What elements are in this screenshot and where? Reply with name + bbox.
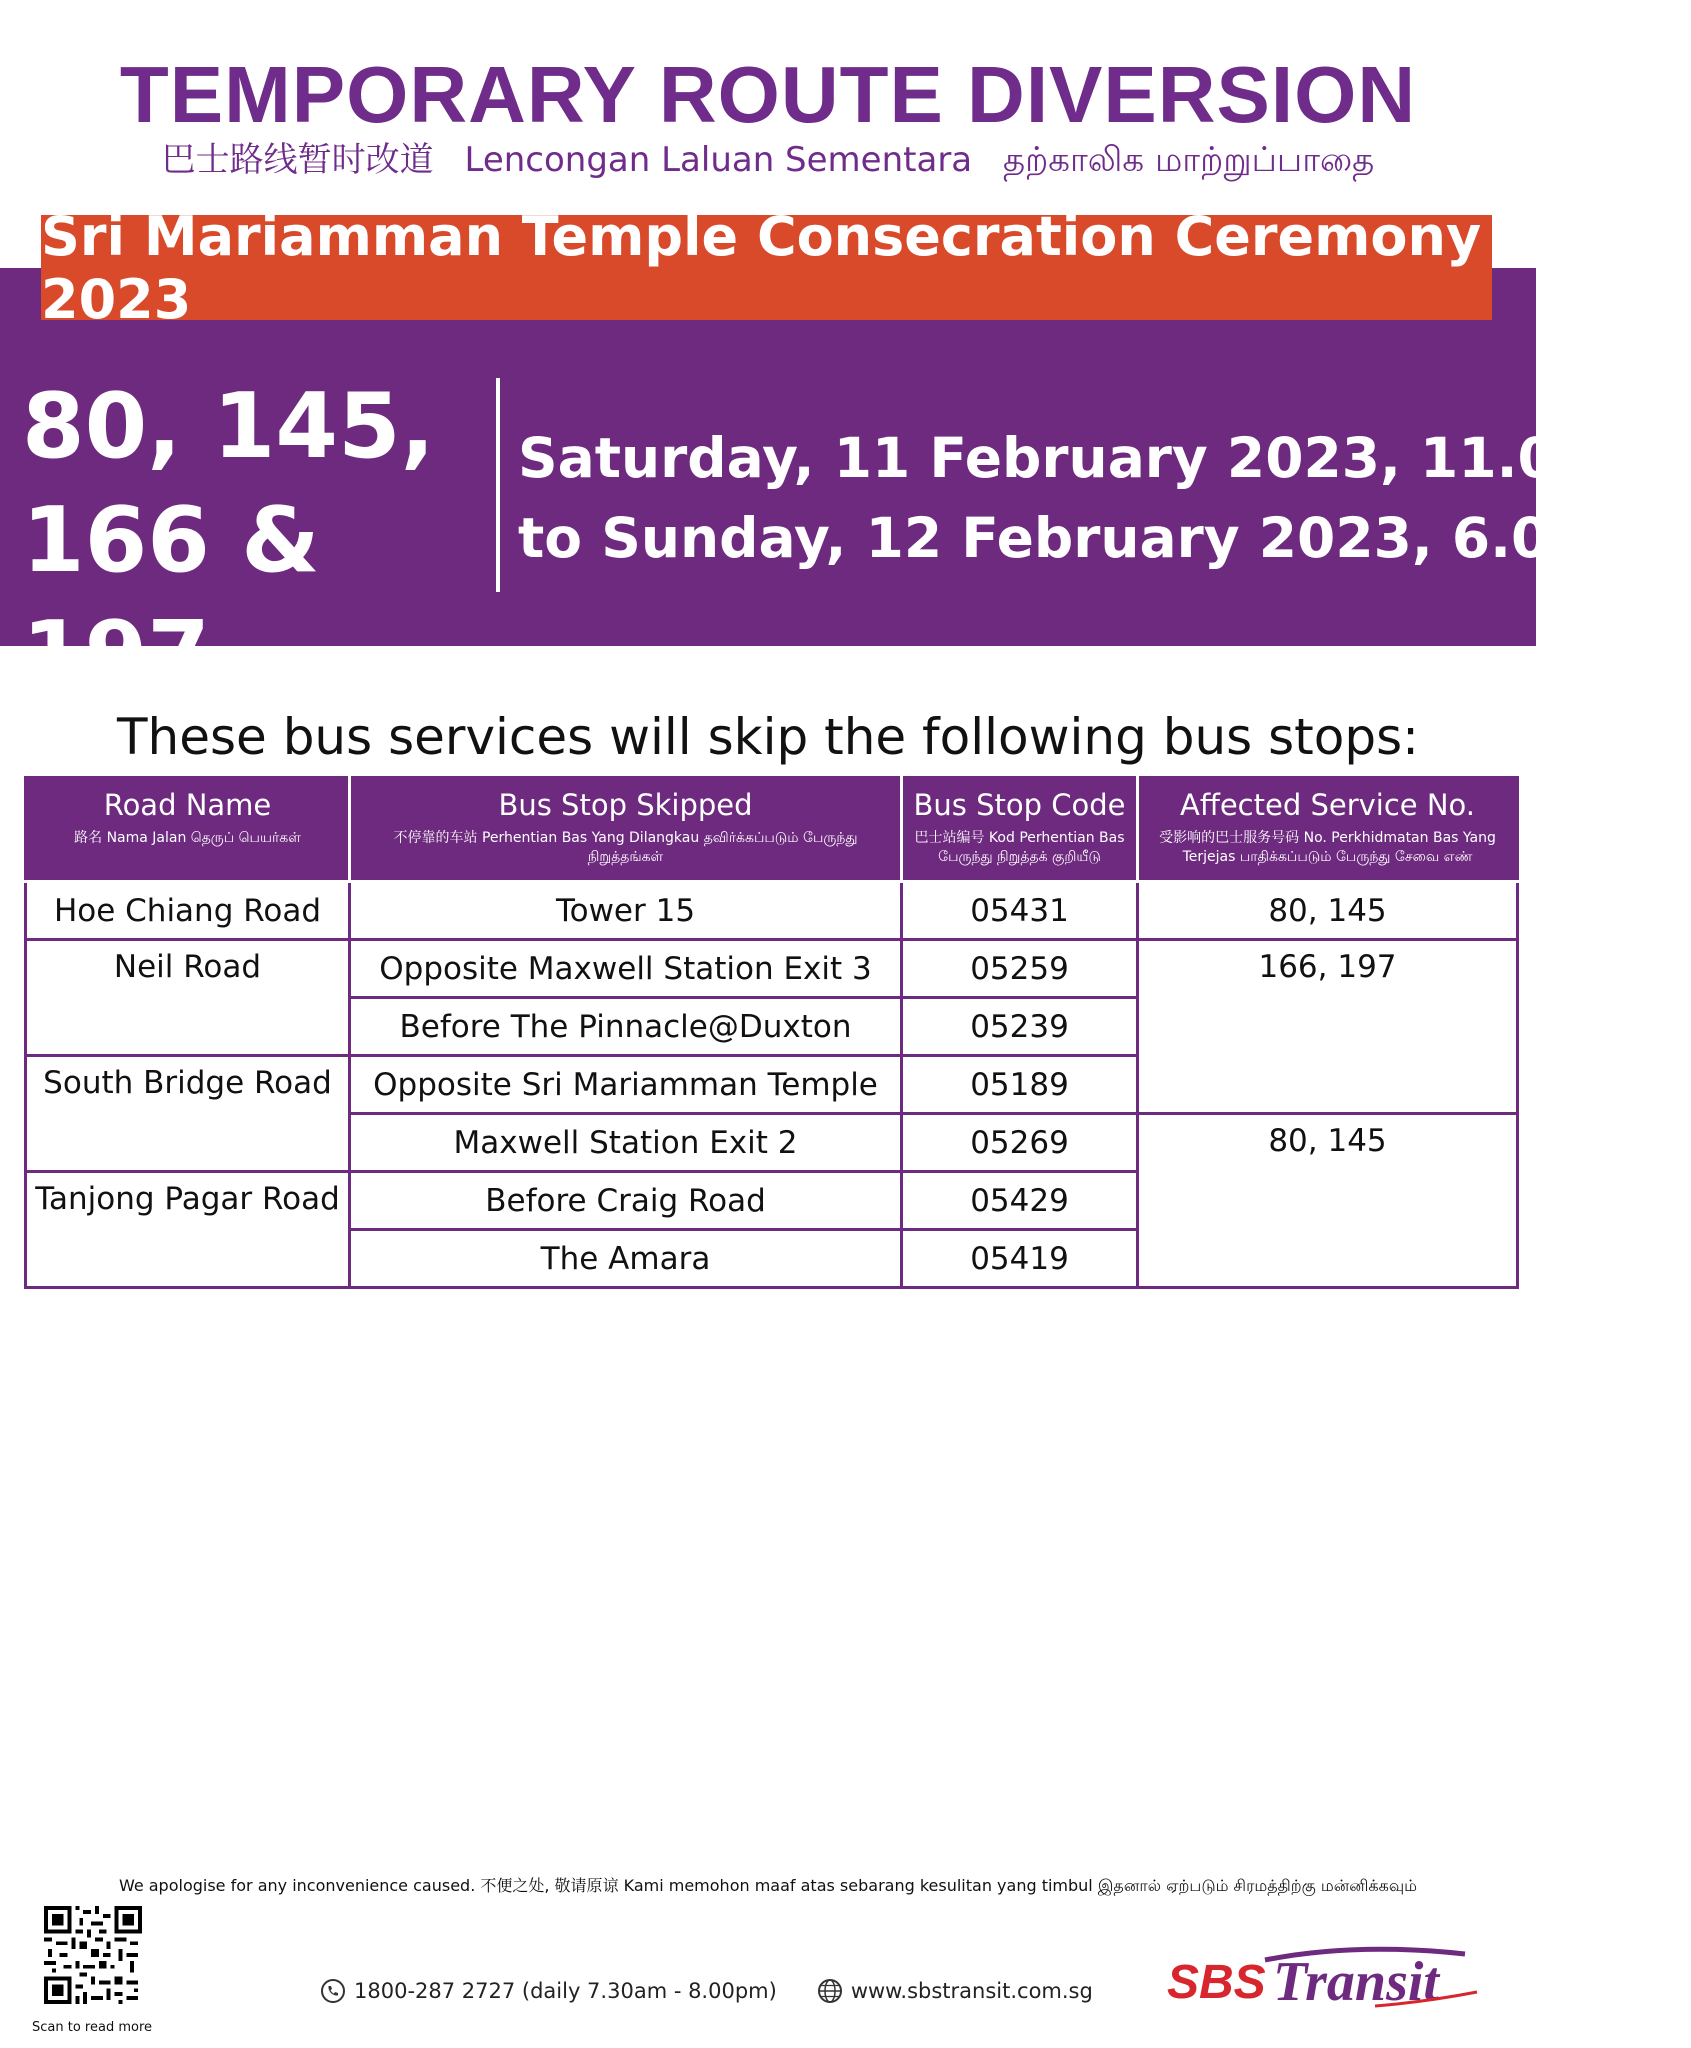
bus-stop-name-cell: Opposite Maxwell Station Exit 3: [350, 940, 902, 998]
website-link[interactable]: www.sbstransit.com.sg: [850, 1979, 1093, 2003]
logo-transit-text: Transit: [1273, 1951, 1439, 2013]
road-name-cell: Neil Road: [26, 940, 350, 1056]
affected-services: [22, 370, 492, 712]
bus-stop-code-cell: 05431: [902, 882, 1138, 940]
diversion-period: [518, 418, 1691, 578]
header-bus-stop-skipped: Bus Stop Skipped 不停靠的车站 Perhentian Bas Yang Dilangkau தவிர்க்கப்படும் பேருந்து நிறுத்தங்கள்: [350, 778, 902, 882]
bus-stop-code-cell: 05239: [902, 998, 1138, 1056]
services-line-1: 80, 145,: [22, 374, 435, 479]
affected-service-cell: 166, 197: [1138, 940, 1518, 1114]
phone-number: 1800-287 2727 (daily 7.30am - 8.00pm): [354, 1979, 777, 2003]
affected-service-cell: 80, 145: [1138, 882, 1518, 940]
bus-stop-name-cell: The Amara: [350, 1230, 902, 1288]
date-line-2: to Sunday, 12 February 2023, 6.00pm: [518, 506, 1685, 570]
table-header-row: [26, 778, 1518, 882]
road-name-cell: Hoe Chiang Road: [26, 882, 350, 940]
subtitle-tamil: தற்காலிக மாற்றுப்பாதை: [1002, 140, 1375, 180]
phone-icon: [320, 1978, 346, 2004]
multilingual-subtitle: [0, 135, 1536, 185]
event-name-banner: Sri Mariamman Temple Consecration Ceremony 2023: [41, 215, 1492, 320]
road-name-cell: South Bridge Road: [26, 1056, 350, 1172]
logo-sbs-text: SBS: [1167, 1956, 1266, 2009]
bus-stop-code-cell: 05259: [902, 940, 1138, 998]
header-affected-service: Affected Service No. 受影响的巴士服务号码 No. Perkhidmatan Bas Yang Terjejas பாதிக்கப்படும் பேருந்து சேவை எண்: [1138, 778, 1518, 882]
affected-service-cell: 80, 145: [1138, 1114, 1518, 1288]
header-road-name: Road Name 路名 Nama Jalan தெருப் பெயர்கள்: [26, 778, 350, 882]
bus-stop-code-cell: 05189: [902, 1056, 1138, 1114]
header-bus-stop-code: Bus Stop Code 巴士站编号 Kod Perhentian Bas பேருந்து நிறுத்தக் குறியீடு: [902, 778, 1138, 882]
page-title: TEMPORARY ROUTE DIVERSION: [119, 50, 1417, 139]
table-row: [26, 882, 1518, 940]
qr-code[interactable]: [44, 1906, 142, 2004]
banner-divider: [496, 378, 500, 592]
bus-stop-code-cell: 05269: [902, 1114, 1138, 1172]
bus-stop-name-cell: Tower 15: [350, 882, 902, 940]
services-line-2: 166 & 197: [22, 488, 320, 707]
date-line-1: Saturday, 11 February 2023, 11.00pm: [518, 426, 1691, 490]
subtitle-malay: Lencongan Laluan Sementara: [464, 140, 973, 180]
bus-stop-name-cell: Before The Pinnacle@Duxton: [350, 998, 902, 1056]
subtitle-chinese: 巴士路线暂时改道: [161, 140, 434, 180]
bus-stop-name-cell: Opposite Sri Mariamman Temple: [350, 1056, 902, 1114]
bus-stop-name-cell: Maxwell Station Exit 2: [350, 1114, 902, 1172]
bus-stop-code-cell: 05429: [902, 1172, 1138, 1230]
apology-notice: We apologise for any inconvenience caused. 不便之处, 敬请原谅 Kami memohon maaf atas sebarang kesulitan yang timbul இதனால் ஏற்படும் சிரமத்திற்கு மன்னிக்கவும்: [118, 1876, 1418, 1895]
skipped-stops-table-wrapper: [24, 776, 1516, 1289]
road-name-cell: Tanjong Pagar Road: [26, 1172, 350, 1288]
contact-info: [320, 1978, 1093, 2004]
bus-stop-name-cell: Before Craig Road: [350, 1172, 902, 1230]
skipped-stops-table: [24, 776, 1519, 1289]
skip-heading: These bus services will skip the following bus stops:: [117, 708, 1419, 766]
sbs-transit-logo: [1165, 1940, 1485, 2020]
bus-stop-code-cell: 05419: [902, 1230, 1138, 1288]
qr-caption: Scan to read more: [32, 2020, 153, 2035]
table-row: [26, 940, 1518, 998]
globe-icon: [817, 1978, 843, 2004]
